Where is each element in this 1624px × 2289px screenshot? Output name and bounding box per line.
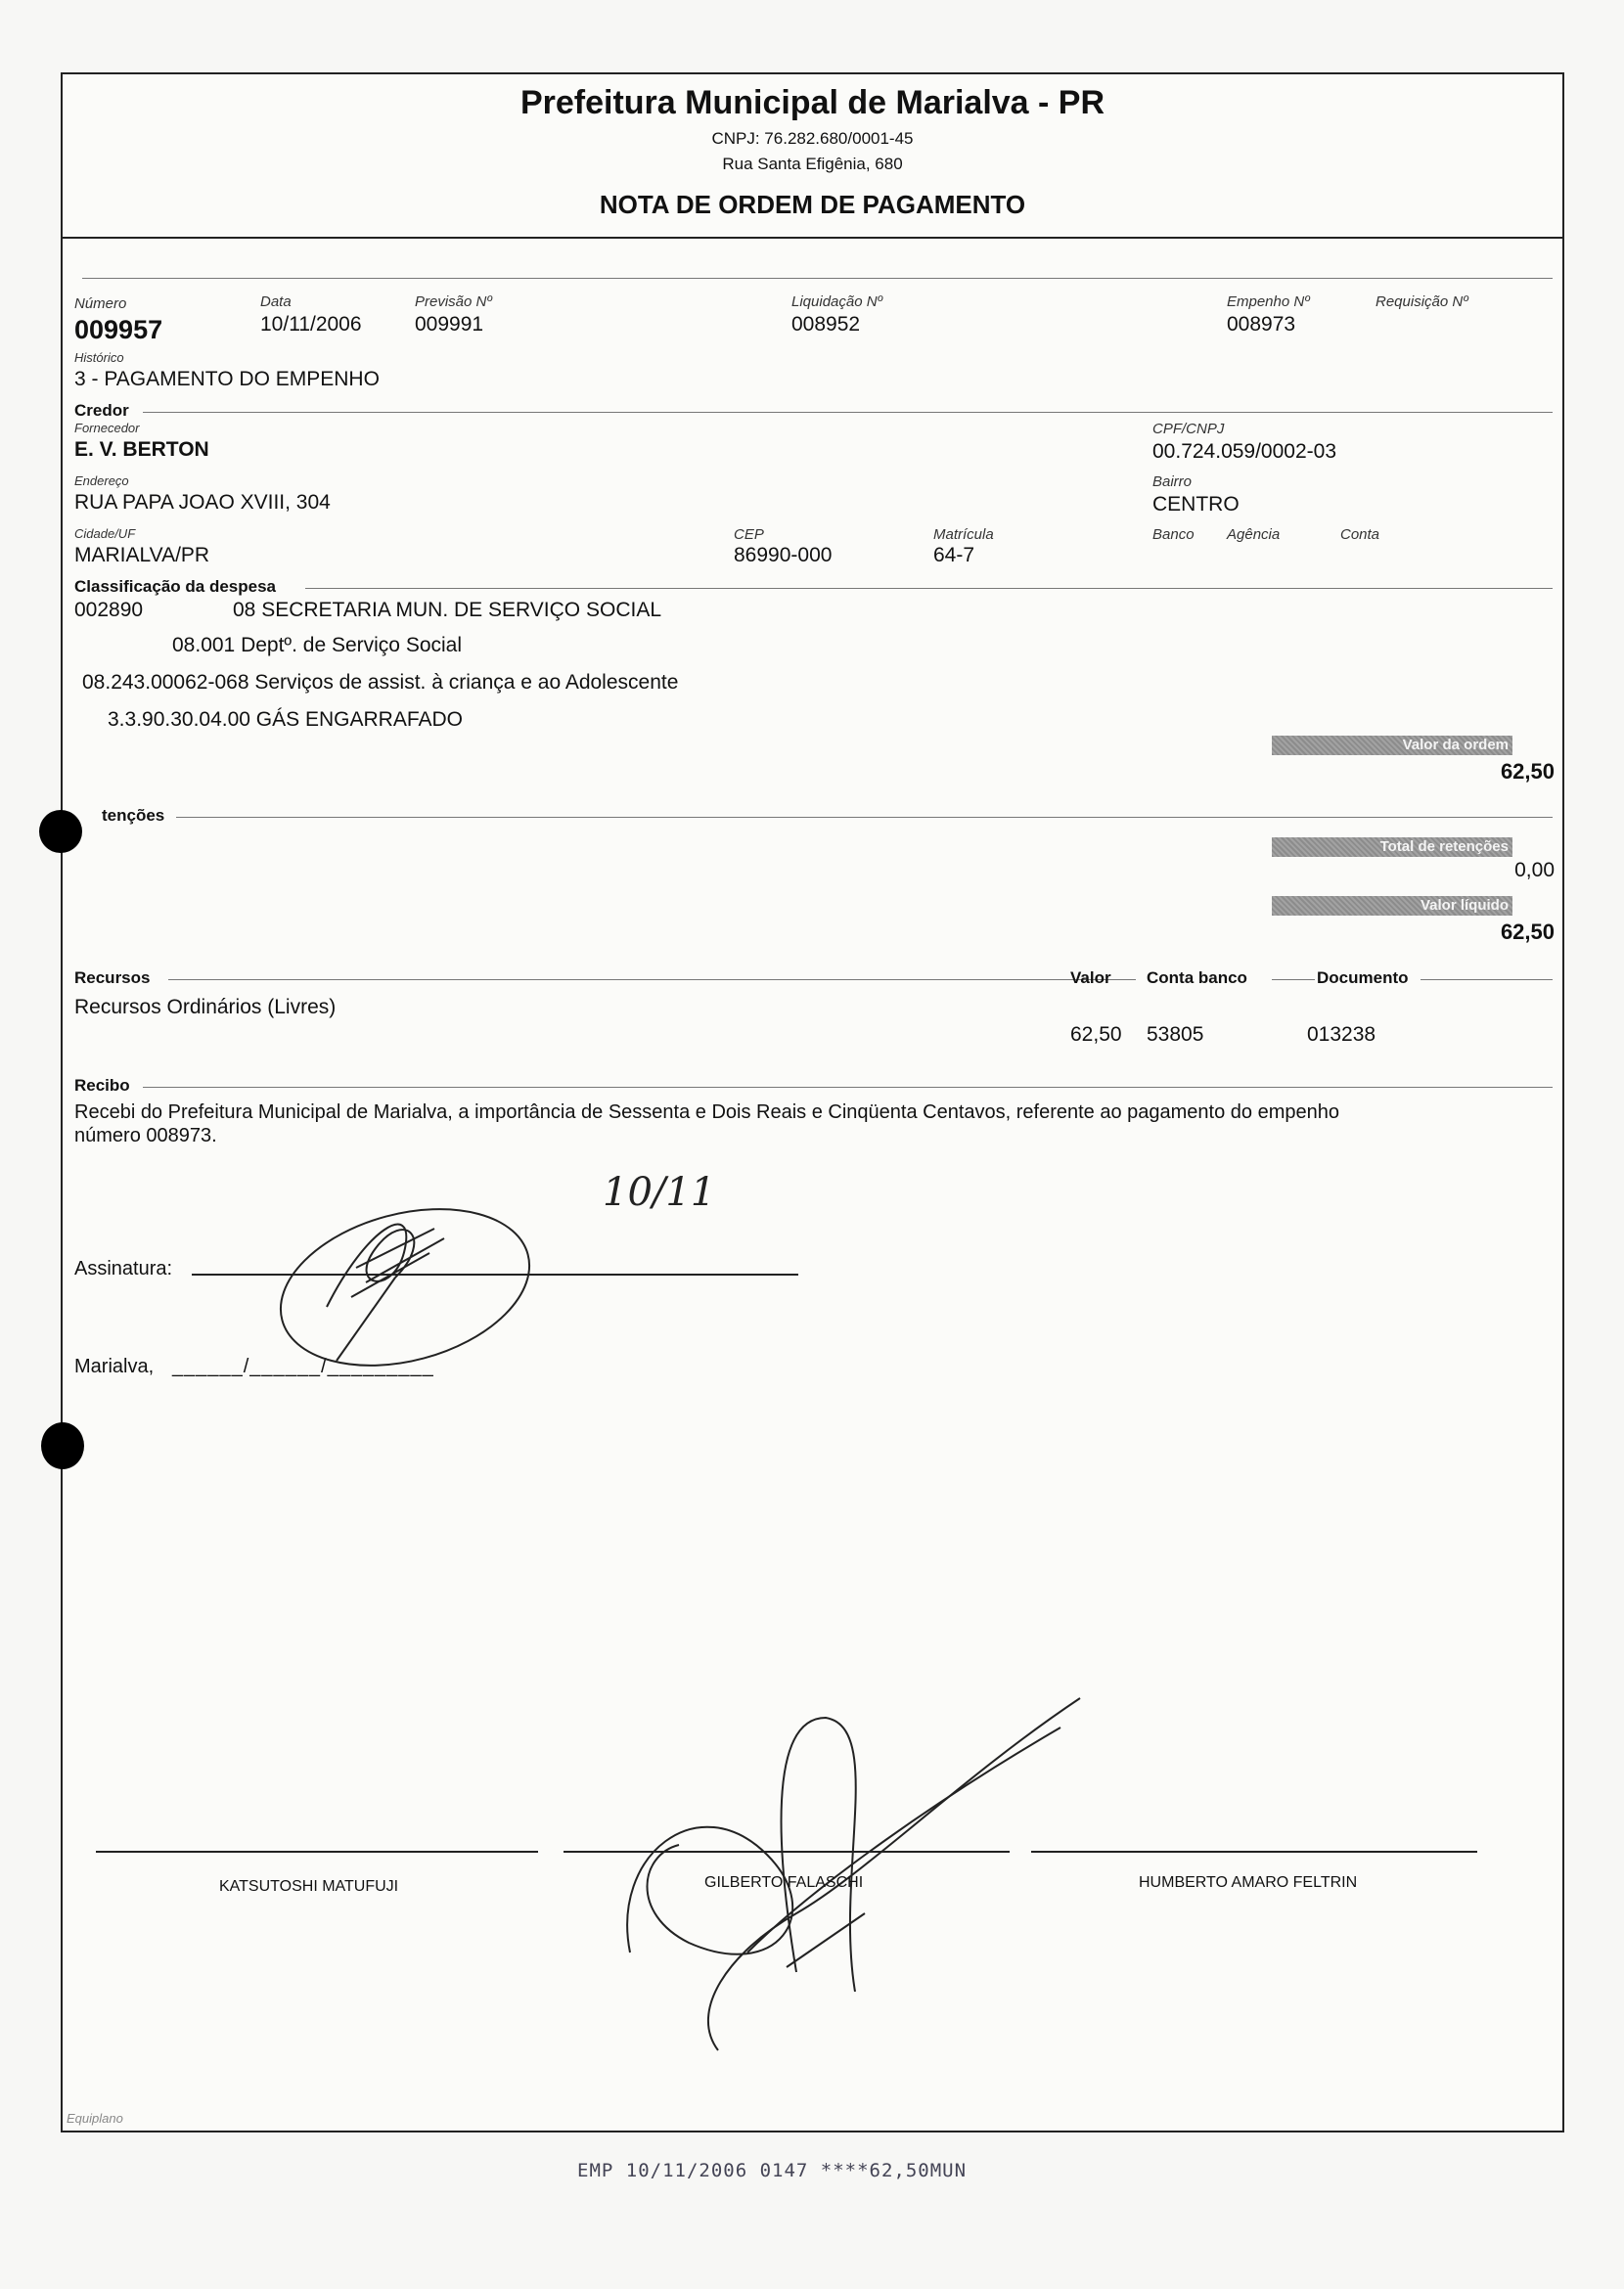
recursos-rule — [168, 979, 1136, 980]
fornecedor-label: Fornecedor — [74, 421, 140, 435]
departamento-value: 08.001 Deptº. de Serviço Social — [172, 634, 463, 656]
valor-ordem-label: Valor da ordem — [1272, 736, 1512, 755]
documento-rule-left — [1272, 979, 1315, 980]
total-retencoes-value: 0,00 — [1514, 859, 1555, 881]
address-line: Rua Santa Efigênia, 680 — [722, 155, 903, 173]
empenho-label: Empenho Nº — [1227, 293, 1310, 310]
valor-ordem-value: 62,50 — [1500, 759, 1555, 784]
recibo-section-title: Recibo — [74, 1076, 130, 1095]
previsao-label: Previsão Nº — [415, 293, 492, 310]
elemento-value: 3.3.90.30.04.00 GÁS ENGARRAFADO — [108, 708, 464, 731]
classificacao-code: 002890 — [74, 599, 144, 621]
punch-hole-bottom — [41, 1422, 84, 1469]
processing-stamp: EMP 10/11/2006 0147 ****62,50MUN — [577, 2160, 968, 2181]
order-document — [61, 72, 1564, 2132]
endereco-label: Endereço — [74, 473, 129, 488]
recursos-conta-label: Conta banco — [1147, 968, 1247, 987]
cpf-label: CPF/CNPJ — [1152, 421, 1225, 437]
agencia-label: Agência — [1227, 526, 1281, 543]
endereco-value: RUA PAPA JOAO XVIII, 304 — [74, 491, 331, 514]
signatory-1: KATSUTOSHI MATUFUJI — [219, 1878, 399, 1895]
handwritten-date: 10/11 — [603, 1170, 716, 1215]
cep-label: CEP — [734, 526, 764, 543]
document-title: NOTA DE ORDEM DE PAGAMENTO — [599, 190, 1026, 219]
previsao-value: 009991 — [415, 313, 484, 336]
signatory-2: GILBERTO FALASCHI — [704, 1874, 864, 1891]
documento-rule-right — [1421, 979, 1553, 980]
credor-rule — [143, 412, 1553, 413]
classificacao-section-title: Classificação da despesa — [74, 577, 277, 596]
data-value: 10/11/2006 — [260, 313, 362, 336]
bairro-value: CENTRO — [1152, 493, 1240, 516]
historico-label: Histórico — [74, 350, 124, 365]
requisicao-label: Requisição Nº — [1376, 293, 1468, 310]
signature-line-2 — [564, 1851, 1010, 1853]
gilberto-signature — [571, 1659, 1080, 2070]
recibo-rule — [143, 1087, 1553, 1088]
matricula-label: Matrícula — [933, 526, 994, 543]
numero-value: 009957 — [74, 315, 163, 344]
ids-top-rule — [82, 278, 1553, 279]
liquidacao-label: Liquidação Nº — [791, 293, 883, 310]
local-label: Marialva, — [74, 1356, 155, 1377]
banco-label: Banco — [1152, 526, 1195, 543]
local-date-blank: ______/______/_________ — [172, 1356, 434, 1377]
secretaria-value: 08 SECRETARIA MUN. DE SERVIÇO SOCIAL — [233, 599, 662, 621]
recursos-valor-label: Valor — [1070, 968, 1111, 987]
signatory-3: HUMBERTO AMARO FELTRIN — [1139, 1874, 1358, 1891]
assinatura-label: Assinatura: — [74, 1258, 173, 1279]
numero-label: Número — [74, 295, 127, 312]
cnpj-line: CNPJ: 76.282.680/0001-45 — [711, 129, 914, 148]
valor-liquido-label: Valor líquido — [1272, 896, 1512, 916]
punch-hole-top — [39, 810, 82, 853]
recursos-conta: 53805 — [1147, 1023, 1204, 1046]
liquidacao-value: 008952 — [791, 313, 861, 336]
recipient-signature — [258, 1160, 552, 1414]
matricula-value: 64-7 — [933, 544, 975, 566]
fornecedor-value: E. V. BERTON — [74, 438, 209, 461]
recibo-text-line2: número 008973. — [74, 1125, 217, 1146]
signature-line-3 — [1031, 1851, 1477, 1853]
header-divider — [63, 237, 1562, 239]
empenho-value: 008973 — [1227, 313, 1296, 336]
signature-line-1 — [96, 1851, 538, 1853]
data-label: Data — [260, 293, 292, 310]
valor-liquido-value: 62,50 — [1500, 920, 1555, 944]
recursos-descricao: Recursos Ordinários (Livres) — [74, 996, 337, 1018]
municipality-title: Prefeitura Municipal de Marialva - PR — [519, 84, 1105, 121]
recursos-documento: 013238 — [1307, 1023, 1376, 1046]
recursos-documento-label: Documento — [1317, 968, 1409, 987]
cidade-label: Cidade/UF — [74, 526, 136, 541]
retencoes-section-title: tenções — [102, 806, 165, 825]
total-retencoes-label: Total de retenções — [1272, 837, 1512, 857]
credor-section-title: Credor — [74, 401, 129, 420]
recursos-valor: 62,50 — [1070, 1023, 1122, 1046]
cpf-value: 00.724.059/0002-03 — [1152, 440, 1337, 463]
cidade-value: MARIALVA/PR — [74, 544, 210, 566]
programa-value: 08.243.00062-068 Serviços de assist. à criança e ao Adolescente — [82, 671, 679, 694]
classificacao-rule — [305, 588, 1553, 589]
recibo-text-line1: Recebi do Prefeitura Municipal de Marialva, a importância de Sessenta e Dois Reais e Cinqüenta Centavos, referente ao pagamento do empenho — [74, 1101, 1339, 1123]
bairro-label: Bairro — [1152, 473, 1193, 490]
historico-value: 3 - PAGAMENTO DO EMPENHO — [74, 368, 380, 390]
conta-label: Conta — [1340, 526, 1380, 543]
cep-value: 86990-000 — [734, 544, 833, 566]
recursos-section-title: Recursos — [74, 968, 151, 987]
software-label: Equiplano — [67, 2111, 123, 2126]
retencoes-rule — [176, 817, 1553, 818]
